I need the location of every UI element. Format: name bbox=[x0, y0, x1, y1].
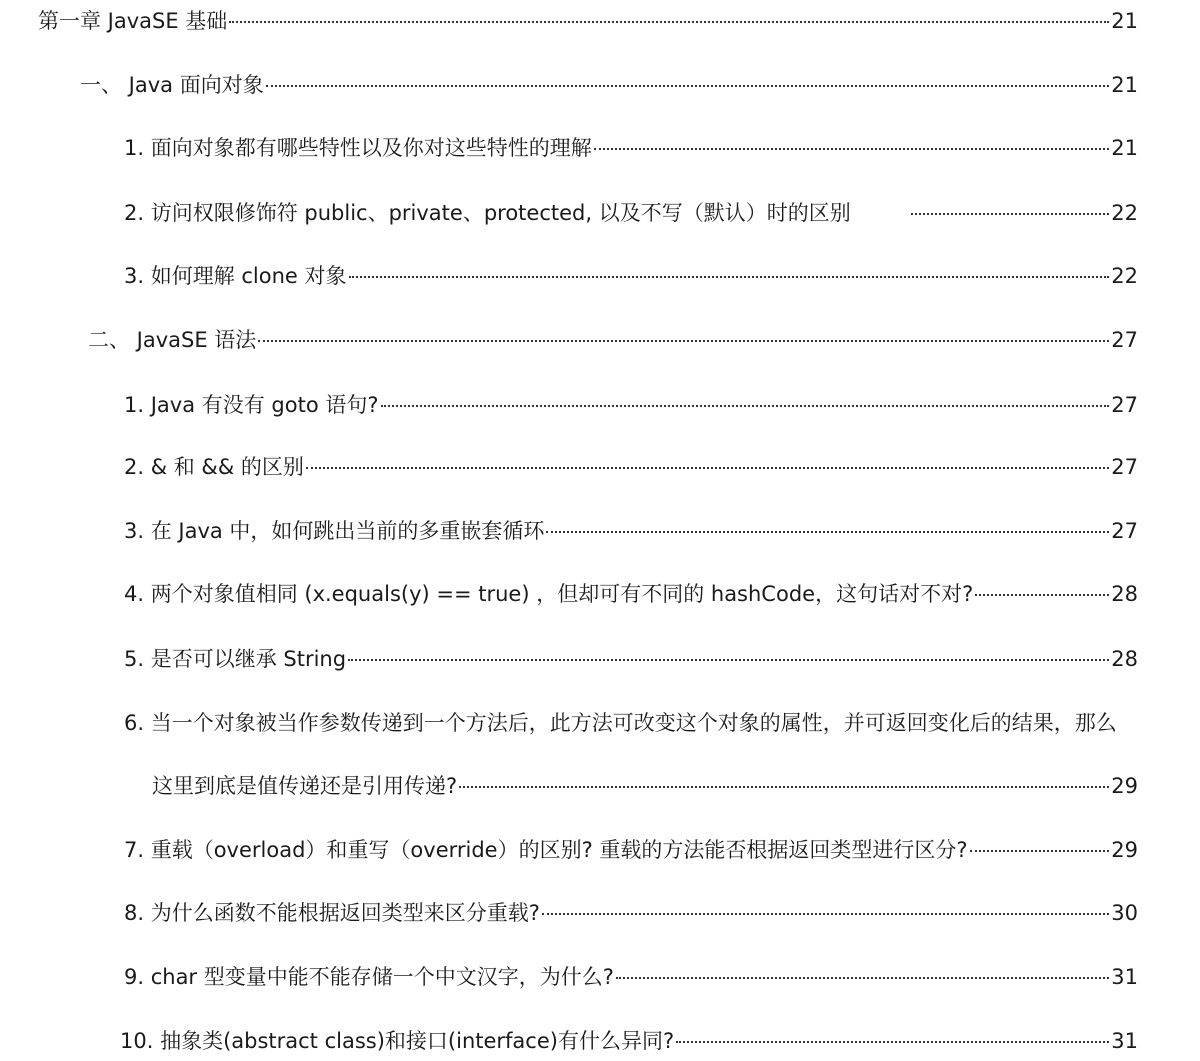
toc-entry-section-1[interactable] bbox=[0, 65, 1200, 105]
toc-entry-label: 3. 如何理解 clone 对象 bbox=[124, 264, 347, 288]
toc-entry-section-2[interactable] bbox=[0, 320, 1200, 360]
toc-entry-page: 31 bbox=[1111, 1029, 1138, 1053]
toc-entry-label: 1. 面向对象都有哪些特性以及你对这些特性的理解 bbox=[124, 136, 592, 160]
dot-leader bbox=[676, 1041, 1109, 1043]
toc-entry-2-5[interactable] bbox=[0, 639, 1200, 679]
dot-leader bbox=[229, 21, 1109, 23]
dot-leader bbox=[546, 531, 1109, 533]
toc-entry-page: 21 bbox=[1111, 9, 1138, 33]
dot-leader bbox=[459, 786, 1109, 788]
toc-entry-2-1[interactable] bbox=[0, 385, 1200, 425]
toc-entry-page: 28 bbox=[1111, 647, 1138, 671]
toc-entry-page: 22 bbox=[1111, 201, 1138, 225]
toc-entry-page: 30 bbox=[1111, 901, 1138, 925]
toc-entry-2-7[interactable] bbox=[0, 830, 1200, 870]
dot-leader bbox=[975, 594, 1109, 596]
dot-leader bbox=[348, 659, 1109, 661]
toc-entry-1-3[interactable] bbox=[0, 256, 1200, 296]
toc-entry-page: 28 bbox=[1111, 582, 1138, 606]
toc-entry-2-4[interactable] bbox=[0, 574, 1200, 614]
toc-entry-2-2[interactable] bbox=[0, 447, 1200, 487]
toc-entry-page: 27 bbox=[1111, 328, 1138, 352]
toc-entry-label: 6. 当一个对象被当作参数传递到一个方法后，此方法可改变这个对象的属性，并可返回变化后的结果，那么 bbox=[124, 711, 1117, 735]
dot-leader bbox=[911, 213, 1110, 215]
toc-entry-page: 22 bbox=[1111, 264, 1138, 288]
dot-leader bbox=[594, 148, 1110, 150]
toc-entry-2-10[interactable] bbox=[0, 1021, 1200, 1061]
dot-leader bbox=[970, 850, 1110, 852]
toc-entry-label: 二、 JavaSE 语法 bbox=[88, 328, 257, 352]
toc-entry-label: 9. char 型变量中能不能存储一个中文汉字，为什么? bbox=[124, 965, 614, 989]
toc-entry-label: 5. 是否可以继承 String bbox=[124, 647, 347, 671]
toc-entry-chapter-1[interactable] bbox=[0, 1, 1200, 41]
toc-entry-label-continued: 这里到底是值传递还是引用传递? bbox=[152, 774, 458, 798]
dot-leader bbox=[616, 977, 1109, 979]
dot-leader bbox=[349, 276, 1110, 278]
toc-entry-2-8[interactable] bbox=[0, 893, 1200, 933]
toc-entry-page: 21 bbox=[1111, 73, 1138, 97]
toc-entry-label: 10. 抽象类(abstract class)和接口(interface)有什么异同? bbox=[120, 1029, 675, 1053]
toc-entry-2-9[interactable] bbox=[0, 957, 1200, 997]
dot-leader bbox=[266, 85, 1110, 87]
toc-entry-page: 27 bbox=[1111, 519, 1138, 543]
toc-entry-2-3[interactable] bbox=[0, 511, 1200, 551]
dot-leader bbox=[542, 913, 1109, 915]
toc-entry-page: 21 bbox=[1111, 136, 1138, 160]
toc-entry-page: 29 bbox=[1111, 774, 1138, 798]
toc-entry-label: 3. 在 Java 中，如何跳出当前的多重嵌套循环 bbox=[124, 519, 545, 543]
toc-entry-label: 2. & 和 && 的区别 bbox=[124, 455, 304, 479]
dot-leader bbox=[381, 405, 1110, 407]
toc-entry-label: 7. 重载（overload）和重写（override）的区别? 重载的方法能否根据返回类型进行区分? bbox=[124, 838, 968, 862]
toc-entry-2-6[interactable] bbox=[0, 703, 1200, 743]
toc-entry-label: 1. Java 有没有 goto 语句? bbox=[124, 393, 379, 417]
toc-entry-label: 4. 两个对象值相同 (x.equals(y) == true) ，但却可有不同的 hashCode，这句话对不对? bbox=[124, 582, 974, 606]
toc-entry-1-2[interactable] bbox=[0, 193, 1200, 233]
toc-entry-label: 第一章 JavaSE 基础 bbox=[38, 9, 228, 33]
toc-entry-label: 8. 为什么函数不能根据返回类型来区分重载? bbox=[124, 901, 540, 925]
toc-entry-page: 29 bbox=[1111, 838, 1138, 862]
dot-leader bbox=[258, 340, 1109, 342]
toc-entry-page: 27 bbox=[1111, 393, 1138, 417]
toc-entry-2-6-continued[interactable] bbox=[0, 766, 1200, 806]
toc-entry-page: 31 bbox=[1111, 965, 1138, 989]
toc-entry-label: 一、 Java 面向对象 bbox=[80, 73, 264, 97]
toc-entry-1-1[interactable] bbox=[0, 128, 1200, 168]
toc-entry-page: 27 bbox=[1111, 455, 1138, 479]
dot-leader bbox=[306, 467, 1109, 469]
toc-entry-label: 2. 访问权限修饰符 public、private、protected, 以及不写（默认）时的区别 bbox=[124, 201, 851, 225]
